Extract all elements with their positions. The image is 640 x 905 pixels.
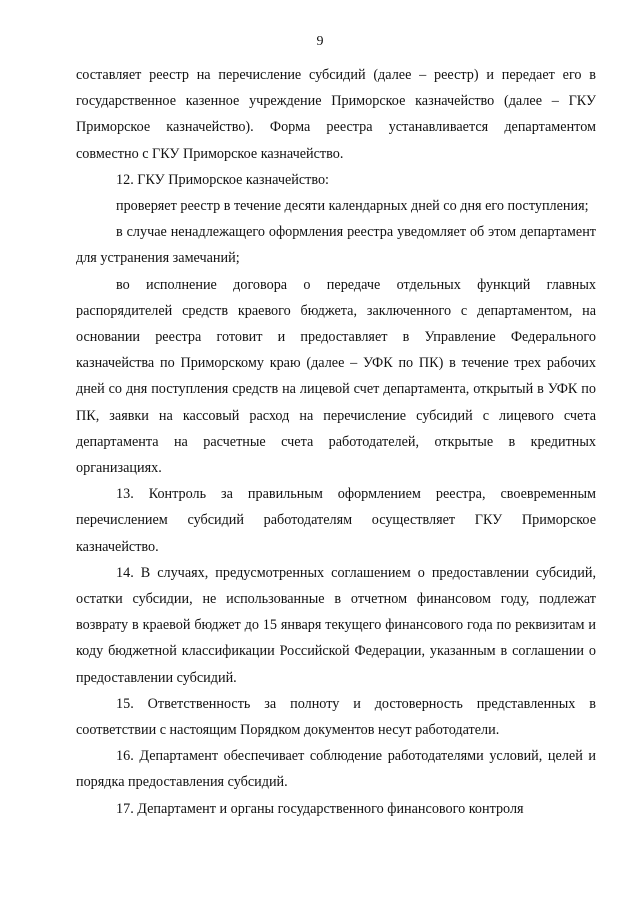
page-number: 9 [316,34,324,49]
paragraph-item-12-notify: в случае ненадлежащего оформления реестра уведомляет об этом департамент для устранения замечаний; [76,224,596,267]
paragraph-item-12-prepare: во исполнение договора о передаче отдельных функций главных распорядителей средств краевого бюджета, заключенного с департаментом, на основании реестра готовит и предоставляет в Управление Федерального казначейства по Приморскому краю (далее – УФК по ПК) в течение трех рабочих дней со дня поступления средств на лицевой счет департамента, открытый в УФК по ПК, заявки на кассовый расход на перечисление субсидий с лицевого счета департамента на расчетные счета работодателей, открытые в кредитных организациях. [76,276,596,477]
paragraph-item-13: 13. Контроль за правильным оформлением реестра, своевременным перечислением субсидий работодателям осуществляет ГКУ Приморское казначейство. [76,486,596,555]
paragraph-item-15: 15. Ответственность за полноту и достоверность представленных в соответствии с настоящим Порядком документов несут работодатели. [76,695,596,739]
paragraph-item-16: 16. Департамент обеспечивает соблюдение работодателями условий, целей и порядка предоставления субсидий. [76,748,596,791]
paragraph-item-14: 14. В случаях, предусмотренных соглашением о предоставлении субсидий, остатки субсидии, не использованные в отчетном финансовом году, подлежат возврату в краевой бюджет до 15 января текущего финансового года по реквизитам и коду бюджетной классификации Российской Федерации, указанным в соглашении о предоставлении субсидий. [76,564,596,686]
document-body [76,62,596,822]
paragraph-continuation: составляет реестр на перечисление субсидий (далее – реестр) и передает его в государственное казенное учреждение Приморское казначейство (далее – ГКУ Приморское казначейство). Форма реестра устанавливается департаментом совместно с ГКУ Приморское казначейство. [76,67,596,162]
paragraph-item-12-check: проверяет реестр в течение десяти календарных дней со дня его поступления; [116,198,589,215]
paragraph-item-17: 17. Департамент и органы государственного финансового контроля [116,800,524,817]
paragraph-item-12: 12. ГКУ Приморское казначейство: [116,171,329,188]
